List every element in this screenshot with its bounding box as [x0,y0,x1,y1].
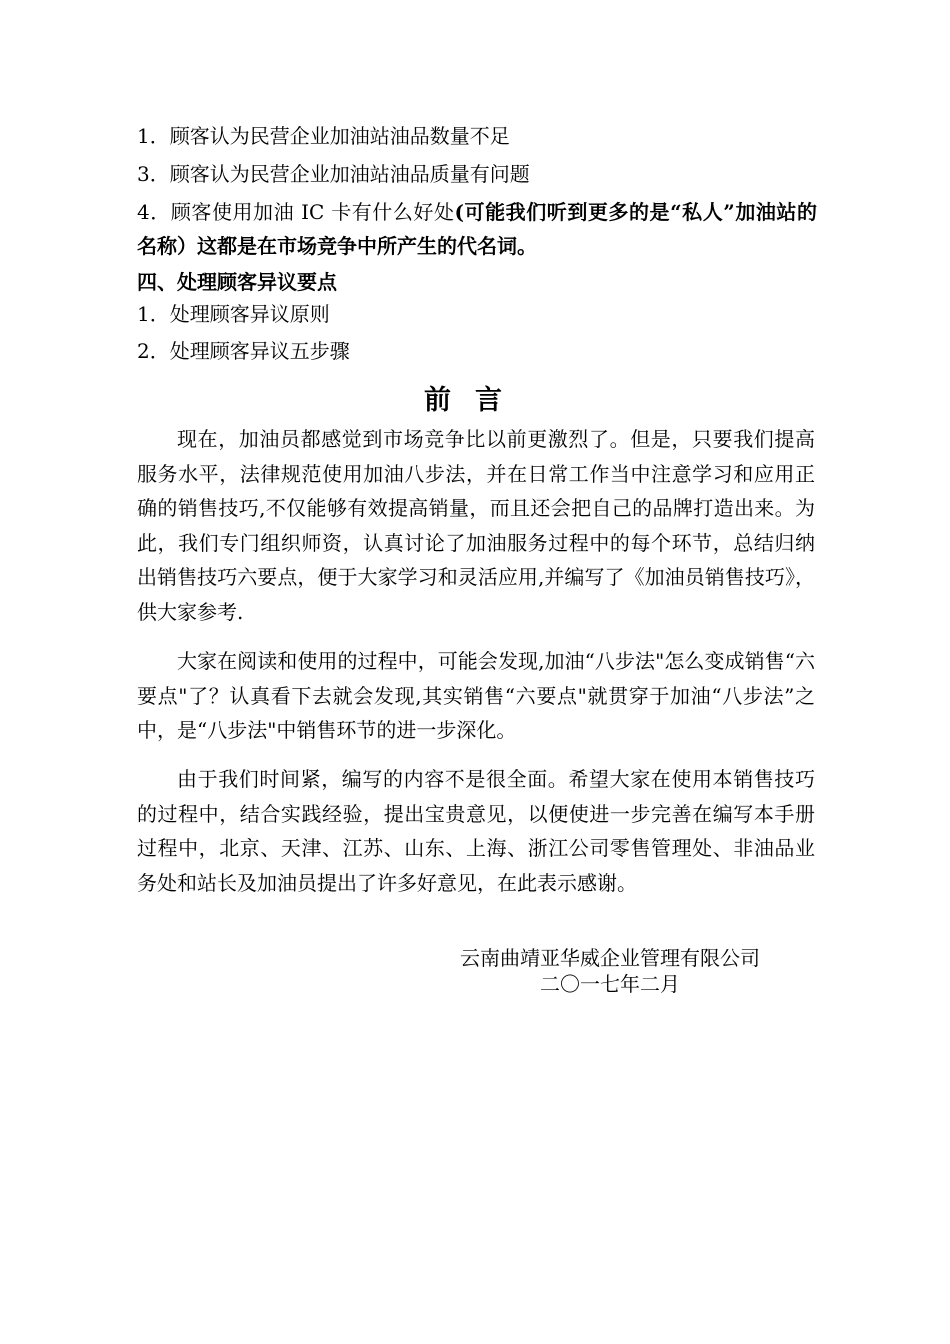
signature-company: 云南曲靖亚华威企业管理有限公司 [460,946,760,970]
signature-date: 二〇一七年二月 [540,972,680,996]
preface-title: 前言 [424,385,526,416]
section-item-2: 2．处理顾客异议五步骤 [137,339,350,363]
list-item-4-note: (可能我们听到更多的是“私人”加油站的名称）这都是在市场竞争中所产生的代名词。 [137,200,817,258]
list-item-4 [137,195,817,263]
preface-paragraph: 现在，加油员都感觉到市场竞争比以前更激烈了。但是，只要我们提高服务水平，法律规范使用加油八步法，并在日常工作当中注意学习和应用正确的销售技巧,不仅能够有效提高销量，而且还会把自己的品牌打造出来。为此，我们专门组织师资，认真讨论了加油服务过程中的每个环节，总结归纳出销售技巧六要点，便于大家学习和灵活应用,并编写了《加油员销售技巧》，供大家参考. [137,427,815,624]
section-item-1: 1．处理顾客异议原则 [137,302,330,326]
list-item-1: 1．顾客认为民营企业加油站油品数量不足 [137,124,510,148]
list-item-3: 3．顾客认为民营企业加油站油品质量有问题 [137,162,530,186]
section-heading: 四、处理顾客异议要点 [137,270,337,294]
preface-paragraph: 由于我们时间紧，编写的内容不是很全面。希望大家在使用本销售技巧的过程中，结合实践经验，提出宝贵意见，以便使进一步完善在编写本手册过程中，北京、天津、江苏、山东、上海、浙江公司零售管理处、非油品业务处和站长及加油员提出了许多好意见，在此表示感谢。 [137,767,815,895]
list-item-4-text: 4．顾客使用加油 IC 卡有什么好处 [137,200,455,224]
preface-paragraph: 大家在阅读和使用的过程中，可能会发现,加油“八步法"怎么变成销售“六要点"了？认真看下去就会发现,其实销售“六要点"就贯穿于加油“八步法”之中，是“八步法"中销售环节的进一步深化。 [137,649,815,742]
